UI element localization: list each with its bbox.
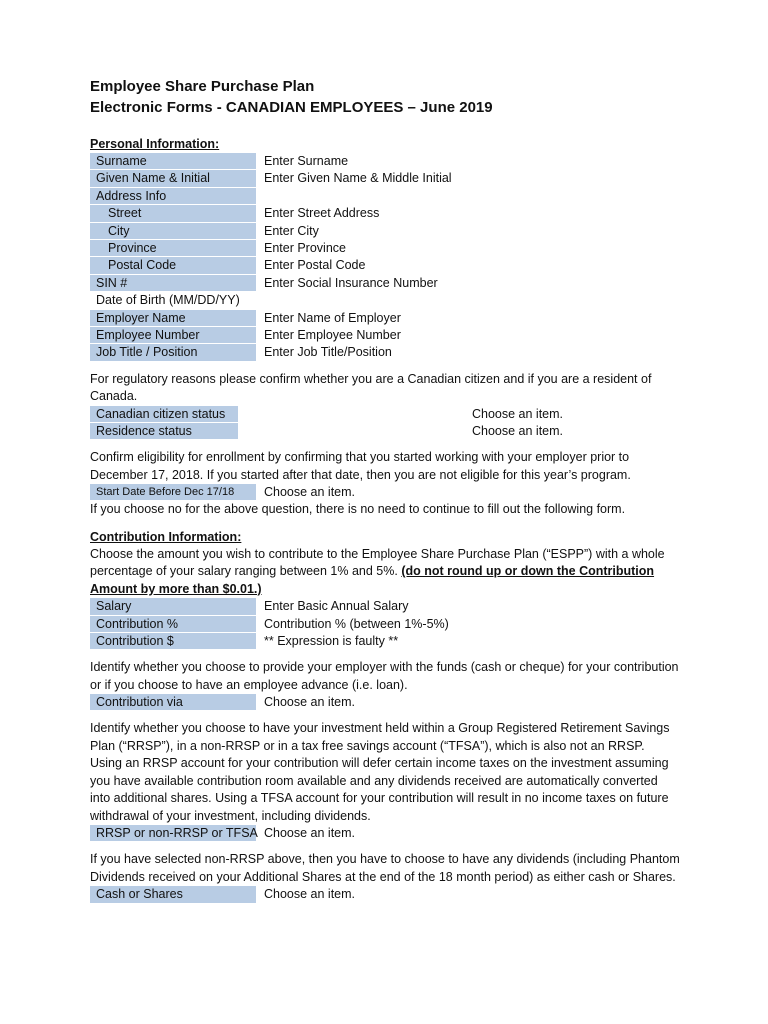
start-date-label: Start Date Before Dec 17/18 xyxy=(90,484,256,501)
citizen-status-row xyxy=(90,406,680,423)
address-info-row xyxy=(90,188,680,205)
contribution-heading: Contribution Information: xyxy=(90,529,242,544)
city-field[interactable]: Enter City xyxy=(264,223,319,238)
street-label: Street xyxy=(90,205,256,222)
contribution-intro-text: Choose the amount you wish to contribute to the Employee Share Purchase Plan (“ESPP”) with a whole percentage of your salary ranging between 1% and 5%. xyxy=(90,546,665,579)
personal-info-heading: Personal Information: xyxy=(90,137,220,151)
eligibility-note: If you choose no for the above question, there is no need to continue to fill out the following form. xyxy=(90,502,626,517)
citizen-status-label: Canadian citizen status xyxy=(90,406,238,423)
employer-field[interactable]: Enter Name of Employer xyxy=(264,310,401,325)
contribution-via-label: Contribution via xyxy=(90,694,256,711)
cash-or-shares-label: Cash or Shares xyxy=(90,886,256,903)
street-row xyxy=(90,205,680,222)
contribution-percent-label: Contribution % xyxy=(90,616,256,633)
province-field[interactable]: Enter Province xyxy=(264,240,346,255)
contribution-intro-emphasis: (do not round up or down the Contribution Amount by more than $0.01.) xyxy=(90,564,655,596)
dob-label: Date of Birth (MM/DD/YY) xyxy=(90,292,256,309)
province-label: Province xyxy=(90,240,256,257)
job-title-row xyxy=(90,344,680,361)
contribution-via-dropdown[interactable]: Choose an item. xyxy=(264,695,356,710)
form-page xyxy=(90,76,680,904)
postal-code-label: Postal Code xyxy=(90,257,256,274)
residence-status-label: Residence status xyxy=(90,423,238,440)
form-title-line2: Electronic Forms - CANADIAN EMPLOYEES – June 2019 xyxy=(90,99,493,116)
salary-row xyxy=(90,598,680,615)
contribution-dollar-label: Contribution $ xyxy=(90,633,256,650)
employee-number-row xyxy=(90,327,680,344)
account-intro: Identify whether you choose to have your investment held within a Group Registered Retirement Savings Plan (“RRSP”), in a non-RRSP or in a tax free savings account (“TFSA”), which is also not an RRSP. Using an RRSP account for your contribution will defer certain income taxes on the investment assuming you have available contribution room available and any dividends received are automatically converted into additional shares. Using a TFSA account for your contribution will result in no income taxes on future withdrawal of your investment, including dividends. xyxy=(90,721,670,823)
given-name-label: Given Name & Initial xyxy=(90,170,256,187)
sin-label: SIN # xyxy=(90,275,256,292)
surname-field[interactable]: Enter Surname xyxy=(264,154,349,168)
sin-field[interactable]: Enter Social Insurance Number xyxy=(264,275,438,290)
salary-label: Salary xyxy=(90,598,256,615)
sin-row xyxy=(90,275,680,292)
postal-code-row xyxy=(90,257,680,274)
residence-status-row xyxy=(90,423,680,440)
dividends-intro: If you have selected non-RRSP above, then you have to choose to have any dividends (including Phantom Dividends received on your Additional Shares at the end of the 18 month period) as either cash or Shares. xyxy=(90,852,680,884)
employee-number-field[interactable]: Enter Employee Number xyxy=(264,327,401,342)
account-type-dropdown[interactable]: Choose an item. xyxy=(264,825,356,840)
dob-field[interactable] xyxy=(256,292,264,309)
surname-row xyxy=(90,153,680,170)
given-name-row xyxy=(90,170,680,187)
contribution-via-row xyxy=(90,694,680,711)
employer-row xyxy=(90,310,680,327)
job-title-field[interactable]: Enter Job Title/Position xyxy=(264,345,392,360)
account-type-label: RRSP or non-RRSP or TFSA xyxy=(90,825,256,842)
job-title-label: Job Title / Position xyxy=(90,344,256,361)
postal-code-field[interactable]: Enter Postal Code xyxy=(264,258,366,273)
city-row xyxy=(90,223,680,240)
eligibility-intro: Confirm eligibility for enrollment by confirming that you started working with your employer prior to December 17, 2018. If you started after that date, then you are not eligible for this year’s program. xyxy=(90,450,631,482)
citizen-status-dropdown[interactable]: Choose an item. xyxy=(472,406,564,421)
salary-field[interactable]: Enter Basic Annual Salary xyxy=(264,599,409,614)
citizenship-intro: For regulatory reasons please confirm whether you are a Canadian citizen and if you are a resident of Canada. xyxy=(90,371,652,404)
residence-status-dropdown[interactable]: Choose an item. xyxy=(472,423,564,438)
dob-row xyxy=(90,292,680,309)
contribution-intro xyxy=(90,546,680,598)
cash-or-shares-dropdown[interactable]: Choose an item. xyxy=(264,887,356,902)
start-date-row xyxy=(90,484,680,501)
employer-label: Employer Name xyxy=(90,310,256,327)
start-date-dropdown[interactable]: Choose an item. xyxy=(264,485,356,500)
city-label: City xyxy=(90,223,256,240)
contribution-percent-field[interactable]: Contribution % (between 1%-5%) xyxy=(264,616,449,631)
street-field[interactable]: Enter Street Address xyxy=(264,206,380,221)
given-name-field[interactable]: Enter Given Name & Middle Initial xyxy=(264,171,452,186)
personal-info-table xyxy=(90,153,680,362)
funding-intro: Identify whether you choose to provide your employer with the funds (cash or cheque) for your contribution or if you choose to have an employee advance (i.e. loan). xyxy=(90,660,679,692)
employee-number-label: Employee Number xyxy=(90,327,256,344)
contribution-percent-row xyxy=(90,616,680,633)
surname-label: Surname xyxy=(90,153,256,170)
province-row xyxy=(90,240,680,257)
cash-or-shares-row xyxy=(90,886,680,903)
address-info-label: Address Info xyxy=(90,188,256,205)
contribution-dollar-value: ** Expression is faulty ** xyxy=(264,633,399,648)
address-info-value xyxy=(256,188,264,205)
form-title-line1: Employee Share Purchase Plan xyxy=(90,78,315,95)
contribution-dollar-row xyxy=(90,633,680,650)
account-type-row xyxy=(90,825,680,842)
